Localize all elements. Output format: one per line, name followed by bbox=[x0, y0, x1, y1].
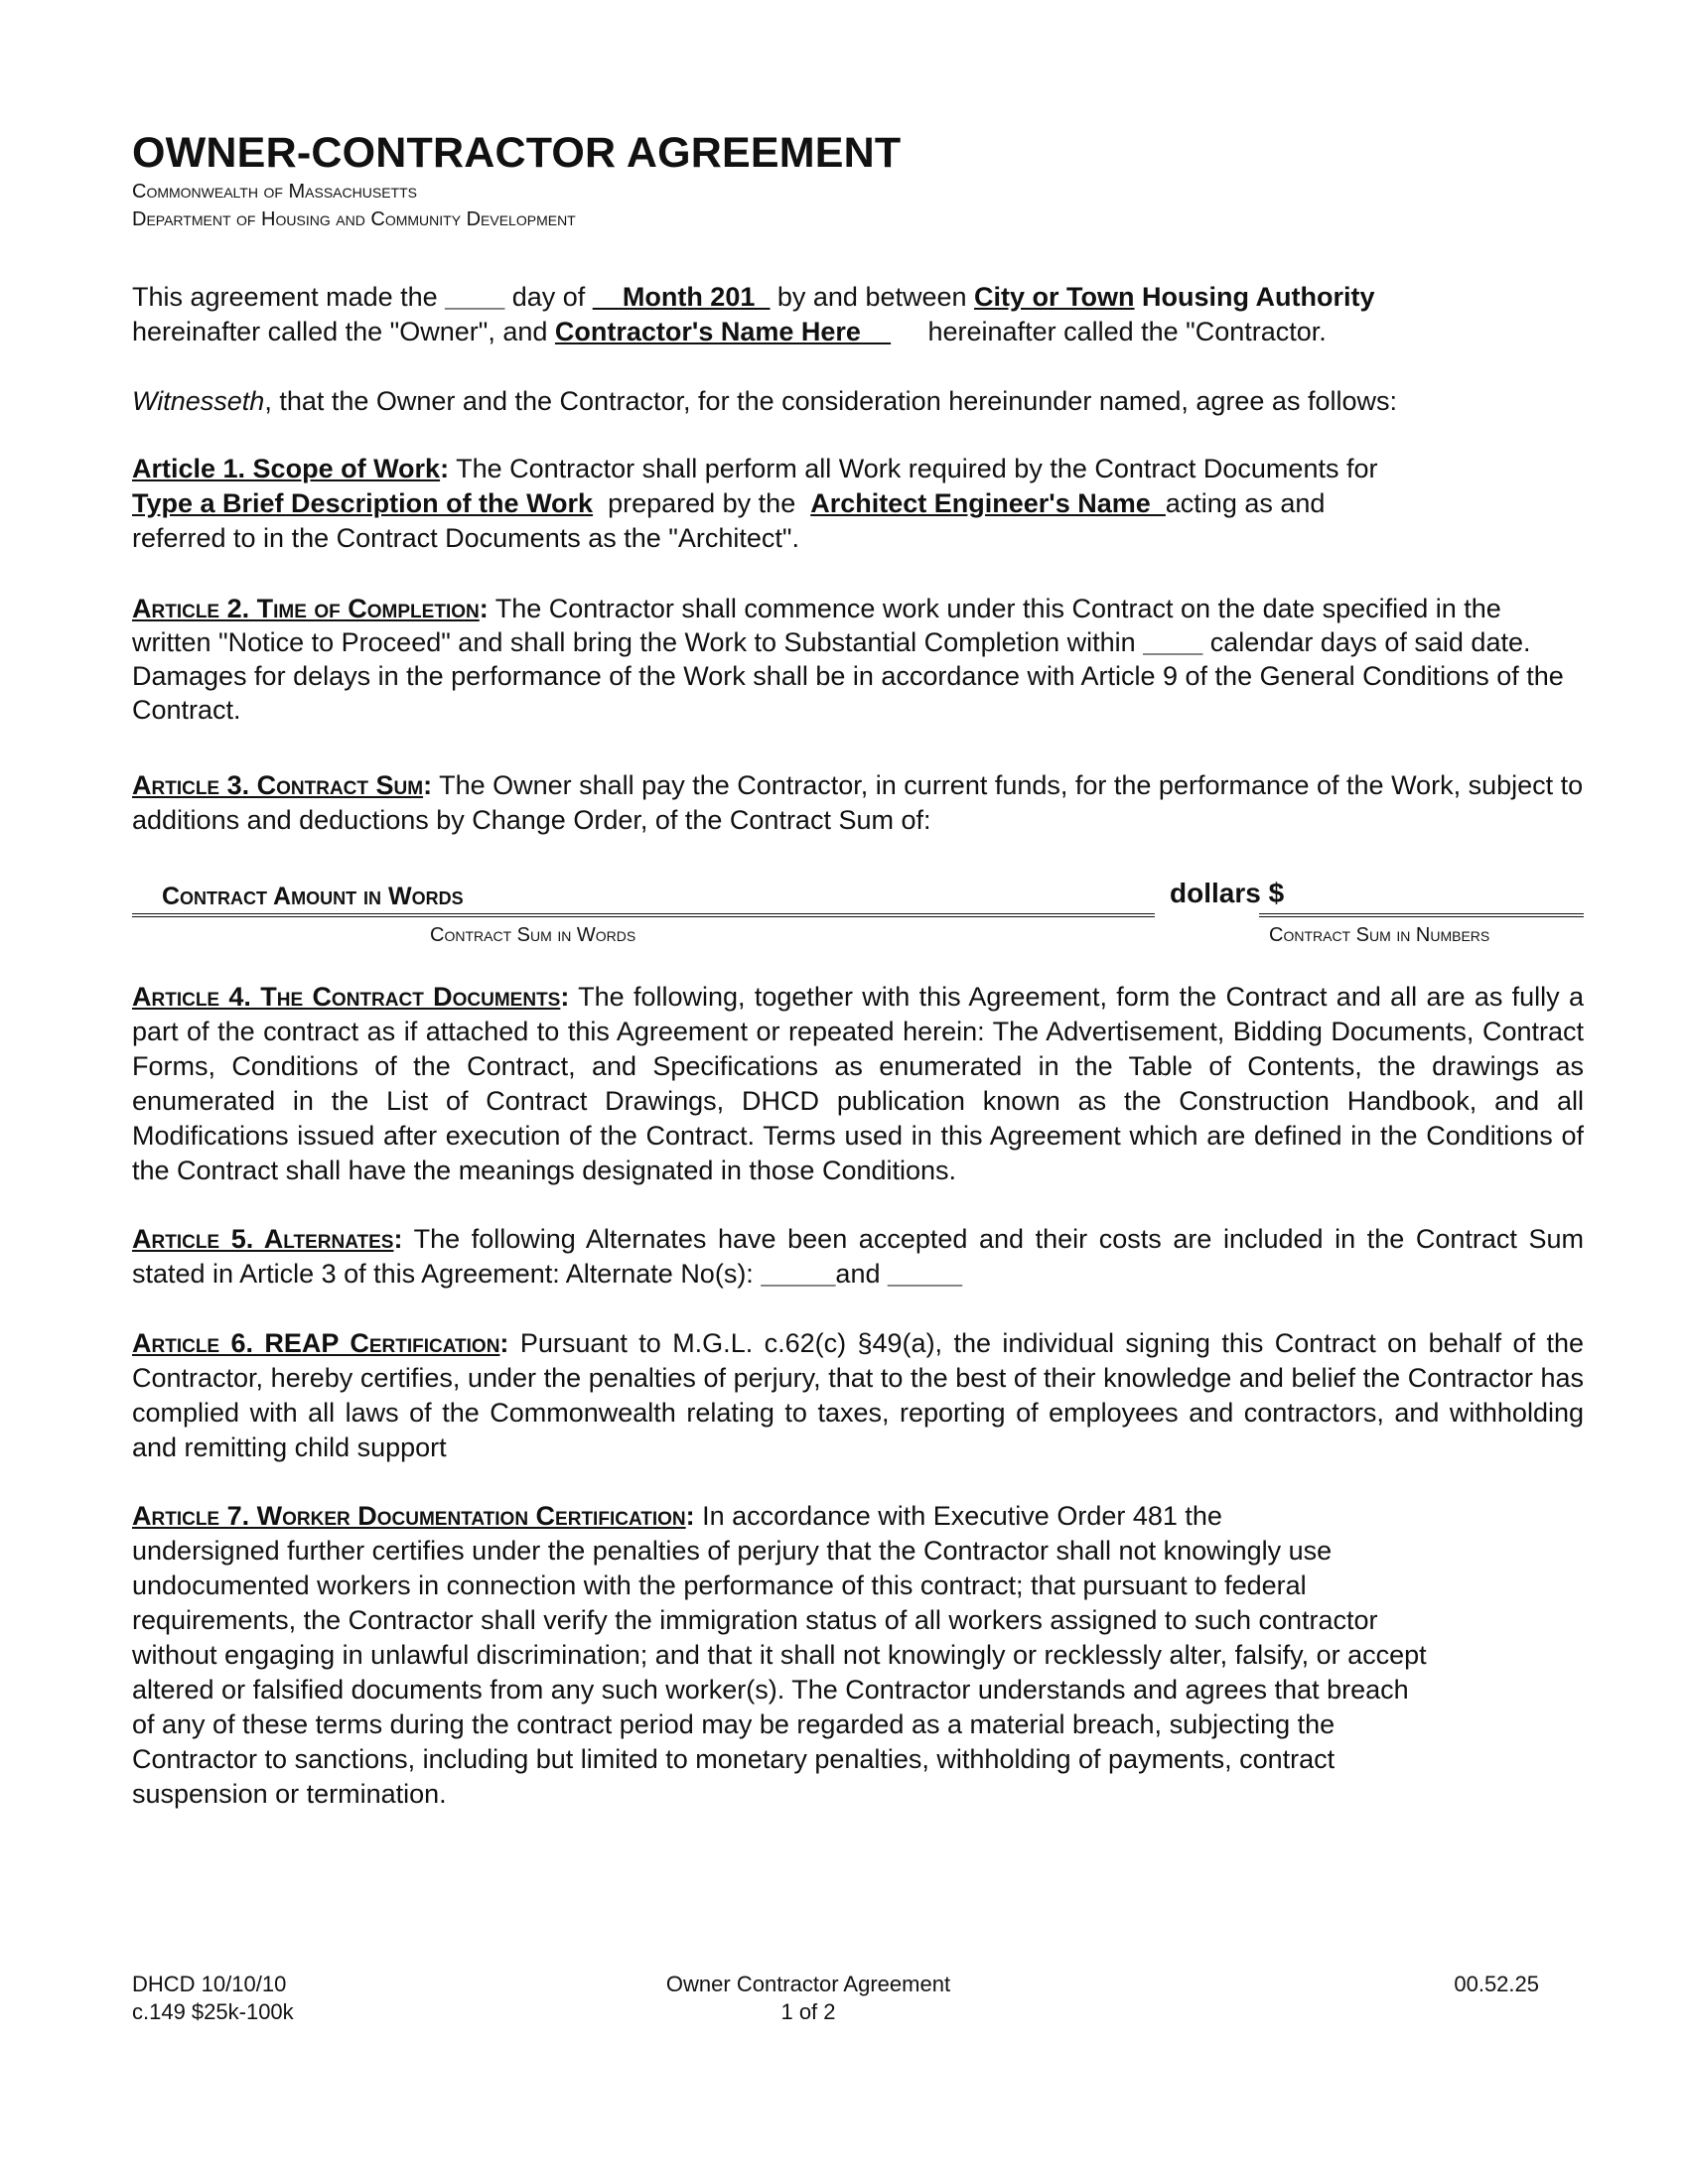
work-description-field: Type a Brief Description of the Work bbox=[132, 488, 594, 519]
article-5-text: The following Alternates have been accepted and their costs are included in the Contract Sum stated in Article 3 of this Agreement: Alternate No(s): bbox=[132, 1224, 1584, 1290]
colon: : bbox=[479, 594, 489, 624]
alternate-blank-2: _____ bbox=[887, 1259, 963, 1290]
colon: : bbox=[440, 454, 450, 484]
caption-contract-sum-words: Contract Sum in Words bbox=[430, 924, 636, 947]
article-1-heading: Article 1. Scope of Work bbox=[132, 454, 441, 484]
intro-text: hereinafter called the "Contractor. bbox=[890, 317, 1327, 347]
article-4-heading: Article 4. The Contract Documents bbox=[132, 982, 561, 1013]
subtitle-commonwealth: Commonwealth of Massachusetts bbox=[132, 181, 417, 204]
footer-form-date: DHCD 10/10/10 bbox=[132, 1972, 287, 1996]
article-7-text: suspension or termination. bbox=[132, 1779, 447, 1810]
contract-amount-words-placeholder: Contract Amount in Words bbox=[162, 883, 464, 911]
article-4-text: The following, together with this Agreement, form the Contract and all are as fully a part of the contract as if attached to this Agreement or repeated herein: The Advertisement, Bidding Documents, Contract Forms, Conditions of the Contract, and Specifications as enumerated in the Table of Contents, the drawings as enumerated in the List of Contract Drawings, DHCD publication known as the Construction Handbook, and all Modifications issued after execution of the Contract. Terms used in this Agreement which are defined in the Conditions of the Contract shall have the meanings designated in those Conditions. bbox=[132, 982, 1584, 1186]
footer-page-number: 1 of 2 bbox=[780, 1999, 836, 2024]
article-1 bbox=[132, 452, 1584, 556]
article-7-heading: Article 7. Worker Documentation Certification bbox=[132, 1501, 686, 1532]
article-6-text: Pursuant to M.G.L. c.62(c) §49(a), the individual signing this Contract on behalf of the Contractor, hereby certifies, under the penalties of perjury, that to the best of their knowledge and belief the Contractor has complied with all laws of the Commonwealth relating to taxes, reporting of employees and contractors, and withholding and remitting child support bbox=[132, 1328, 1584, 1463]
contract-sum-numbers-line bbox=[1259, 878, 1584, 917]
article-3-text: The Owner shall pay the Contractor, in current funds, for the performance of the Work, subject to additions and deductions by Change Order, of the Contract Sum of: bbox=[132, 770, 1584, 836]
article-4 bbox=[132, 980, 1584, 1188]
contract-sum-row bbox=[132, 878, 1584, 957]
witness-text: , that the Owner and the Contractor, for the consideration hereinunder named, agree as follows: bbox=[264, 386, 1397, 417]
city-field: City or Town bbox=[974, 282, 1135, 313]
intro-text: day of bbox=[504, 282, 593, 313]
article-7-text: of any of these terms during the contract period may be regarded as a material breach, subjecting the bbox=[132, 1709, 1336, 1740]
architect-name-field: Architect Engineer's Name_ bbox=[810, 488, 1166, 519]
intro-text: This agreement made the bbox=[132, 282, 446, 313]
day-blank: ____ bbox=[445, 282, 505, 313]
document-page bbox=[132, 129, 1584, 1812]
subtitle-department: Department of Housing and Community Development bbox=[132, 208, 576, 231]
article-7-text: In accordance with Executive Order 481 the bbox=[694, 1501, 1222, 1532]
footer-section-number: 00.52.25 bbox=[1454, 1972, 1539, 1996]
article-3-heading: Article 3. Contract Sum bbox=[132, 770, 424, 801]
dollars-label: dollars $ bbox=[1170, 878, 1285, 909]
article-1-text: The Contractor shall perform all Work required by the Contract Documents for bbox=[449, 454, 1378, 484]
article-7-text: requirements, the Contractor shall verify the immigration status of all workers assigned to such contractor bbox=[132, 1605, 1378, 1636]
article-1-text: prepared by the bbox=[593, 488, 811, 519]
article-3 bbox=[132, 768, 1584, 838]
colon: : bbox=[685, 1501, 695, 1532]
footer-doc-title: Owner Contractor Agreement bbox=[665, 1972, 951, 1996]
footer-center bbox=[132, 1971, 1584, 2026]
colon: : bbox=[423, 770, 433, 801]
witness-paragraph bbox=[132, 384, 1584, 419]
article-7-text: undocumented workers in connection with the performance of this contract; that pursuant to federal bbox=[132, 1570, 1307, 1601]
witnesseth: Witnesseth bbox=[132, 386, 265, 417]
article-2-heading: Article 2. Time of Completion bbox=[132, 594, 480, 624]
contract-sum-words-line bbox=[132, 878, 1155, 917]
article-2-text: calendar days of said date. Damages for delays in the performance of the Work shall be in accordance with Article 9 of the General Conditions of the Contract. bbox=[132, 627, 1564, 726]
month-field: __Month 201_ bbox=[592, 282, 771, 313]
article-1-text: referred to in the Contract Documents as the "Architect". bbox=[132, 523, 799, 554]
article-5-heading: Article 5. Alternates bbox=[132, 1224, 394, 1255]
article-7-text: without engaging in unlawful discrimination; and that it shall not knowingly or recklessly alter, falsify, or accept bbox=[132, 1640, 1427, 1671]
article-7-text: Contractor to sanctions, including but limited to monetary penalties, withholding of payments, contract bbox=[132, 1744, 1336, 1775]
article-1-text: acting as and bbox=[1165, 488, 1326, 519]
completion-days-blank: ____ bbox=[1143, 627, 1203, 658]
article-7-text: undersigned further certifies under the penalties of perjury that the Contractor shall not knowingly use bbox=[132, 1536, 1333, 1567]
article-5 bbox=[132, 1222, 1584, 1292]
colon: : bbox=[393, 1224, 403, 1255]
colon: : bbox=[560, 982, 570, 1013]
colon: : bbox=[499, 1328, 509, 1359]
intro-text: hereinafter called the "Owner", and bbox=[132, 317, 555, 347]
article-2 bbox=[132, 592, 1584, 727]
article-6 bbox=[132, 1326, 1584, 1465]
article-5-text: and bbox=[835, 1259, 888, 1290]
intro-paragraph bbox=[132, 280, 1584, 349]
housing-authority: Housing Authority bbox=[1134, 282, 1375, 313]
intro-text: by and between bbox=[770, 282, 975, 313]
footer-form-scope: c.149 $25k-100k bbox=[132, 1999, 294, 2024]
alternate-blank-1: _____ bbox=[761, 1259, 836, 1290]
contractor-name-field: Contractor's Name Here__ bbox=[554, 317, 891, 347]
page-title: OWNER-CONTRACTOR AGREEMENT bbox=[132, 129, 902, 177]
article-6-heading: Article 6. REAP Certification bbox=[132, 1328, 500, 1359]
article-7 bbox=[132, 1499, 1584, 1812]
caption-contract-sum-numbers: Contract Sum in Numbers bbox=[1269, 924, 1490, 947]
article-2-text: The Contractor shall commence work under this Contract on the date specified in the written "Notice to Proceed" and shall bring the Work to Substantial Completion within bbox=[132, 594, 1501, 658]
article-7-text: altered or falsified documents from any such worker(s). The Contractor understands and agrees that breach bbox=[132, 1675, 1409, 1706]
